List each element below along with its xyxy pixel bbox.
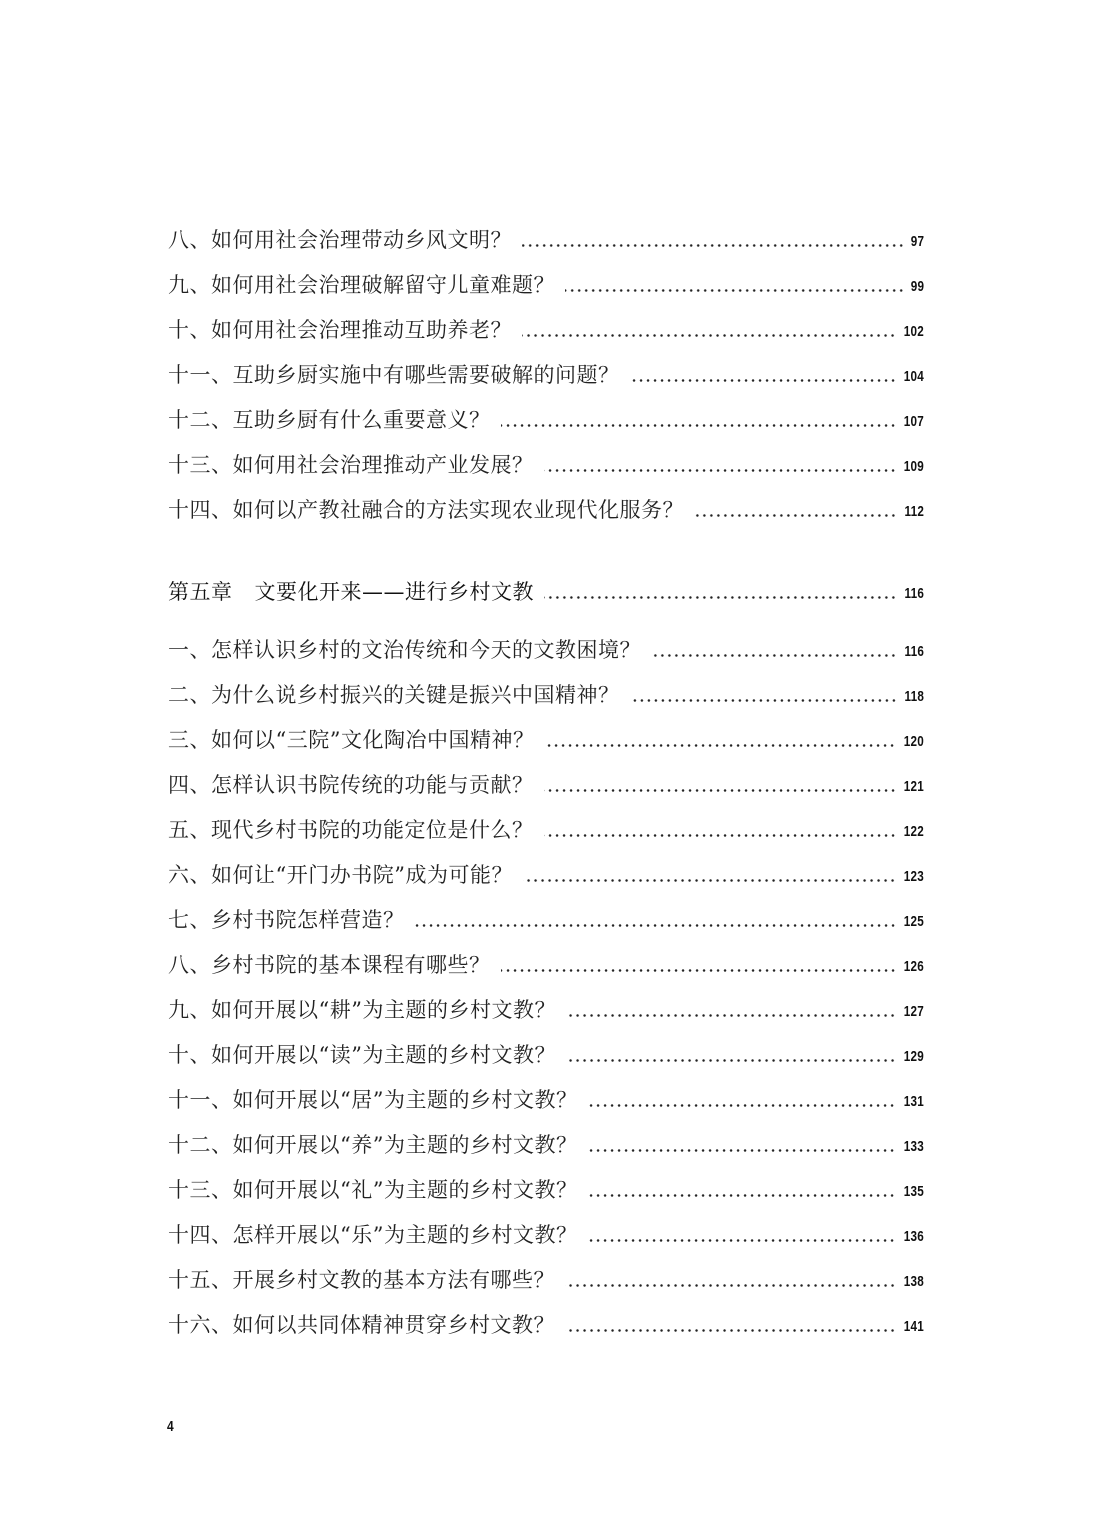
chapter-name: 文要化开来——进行乡村文教 (254, 580, 534, 604)
dot-leader (587, 1104, 896, 1107)
toc-entry[interactable] (168, 1169, 924, 1203)
dot-leader (415, 924, 897, 927)
dot-leader (630, 379, 897, 382)
toc-entry-page: 135 (903, 1183, 924, 1200)
page-number: 4 (167, 1418, 174, 1435)
toc-entry-page: 120 (903, 733, 924, 750)
toc-entry-title: 三、如何以“三院”文化陶冶中国精神？ (168, 728, 535, 752)
toc-entry-page: 123 (903, 868, 924, 885)
toc-entry[interactable] (168, 354, 924, 388)
toc-entry-title: 十四、怎样开展以“乐”为主题的乡村文教？ (168, 1223, 578, 1247)
dot-leader (522, 334, 896, 337)
toc-entry[interactable] (168, 1079, 924, 1113)
toc-entry[interactable] (168, 944, 924, 978)
toc-entry-title: 十五、开展乡村文教的基本方法有哪些？ (168, 1268, 555, 1292)
dot-leader (565, 289, 905, 292)
toc-entry[interactable] (168, 1034, 924, 1068)
dot-leader (587, 1149, 896, 1152)
toc-entry-title: 七、乡村书院怎样营造？ (168, 908, 405, 932)
toc-entry-title: 十二、如何开展以“养”为主题的乡村文教？ (168, 1133, 578, 1157)
toc-entry-title: 八、乡村书院的基本课程有哪些？ (168, 953, 491, 977)
toc-entry[interactable] (168, 489, 924, 523)
dot-leader (544, 469, 897, 472)
dot-leader (566, 1059, 896, 1062)
toc-chapter-heading[interactable] (168, 571, 924, 605)
toc-entry-page: 125 (903, 913, 924, 930)
toc-entry-title: 十一、互助乡厨实施中有哪些需要破解的问题？ (168, 363, 620, 387)
toc-entry-page: 131 (903, 1093, 924, 1110)
toc-entry-title: 五、现代乡村书院的功能定位是什么？ (168, 818, 534, 842)
dot-leader (694, 514, 897, 517)
toc-entry[interactable] (168, 1124, 924, 1158)
toc-entry-page: 133 (903, 1138, 924, 1155)
toc-entry-page: 107 (903, 413, 924, 430)
toc-entry-title: 二、为什么说乡村振兴的关键是振兴中国精神？ (168, 683, 620, 707)
toc-entry-title: 四、怎样认识书院传统的功能与贡献？ (168, 773, 534, 797)
toc-entry[interactable] (168, 854, 924, 888)
dot-leader (651, 654, 897, 657)
toc-entry-page: 109 (903, 458, 924, 475)
toc-entry-page: 141 (903, 1318, 924, 1335)
toc-entry-title: 九、如何开展以“耕”为主题的乡村文教？ (168, 998, 556, 1022)
toc-entry-title: 八、如何用社会治理带动乡风文明？ (168, 228, 512, 252)
chapter-number: 第五章 (168, 580, 233, 604)
dot-leader (587, 1194, 896, 1197)
dot-leader (544, 834, 897, 837)
toc-entry-title: 十一、如何开展以“居”为主题的乡村文教？ (168, 1088, 578, 1112)
dot-leader (587, 1239, 896, 1242)
toc-entry[interactable] (168, 399, 924, 433)
toc-entry[interactable] (168, 764, 924, 798)
toc-entry-page: 104 (903, 368, 924, 385)
toc-entry-title: 十六、如何以共同体精神贯穿乡村文教？ (168, 1313, 555, 1337)
toc-entry-title: 一、怎样认识乡村的文治传统和今天的文教困境？ (168, 638, 641, 662)
toc-entry-page: 136 (903, 1228, 924, 1245)
toc-entry-title: 十、如何开展以“读”为主题的乡村文教？ (168, 1043, 556, 1067)
toc-entry[interactable] (168, 1214, 924, 1248)
toc-entry-page: 121 (903, 778, 924, 795)
dot-leader (522, 244, 905, 247)
toc-entry-title: 十三、如何开展以“礼”为主题的乡村文教？ (168, 1178, 578, 1202)
dot-leader (501, 969, 897, 972)
toc-entry[interactable] (168, 264, 924, 298)
toc-entry[interactable] (168, 674, 924, 708)
toc-entry-title: 十、如何用社会治理推动互助养老？ (168, 318, 512, 342)
toc-entry-page: 118 (904, 688, 924, 705)
dot-leader (523, 879, 896, 882)
toc-entry[interactable] (168, 309, 924, 343)
toc-entry-page: 129 (903, 1048, 924, 1065)
toc-entry-page: 112 (904, 503, 924, 520)
toc-entry-page: 127 (903, 1003, 924, 1020)
chapter-page: 116 (904, 585, 924, 602)
toc-entry-page: 97 (910, 233, 924, 250)
toc-entry-page: 116 (904, 643, 924, 660)
toc-entry[interactable] (168, 219, 924, 253)
toc-entry-title: 十四、如何以产教社融合的方法实现农业现代化服务？ (168, 498, 684, 522)
dot-leader (544, 596, 897, 599)
dot-leader (544, 789, 897, 792)
toc-entry[interactable] (168, 629, 924, 663)
toc-entry-title: 十二、互助乡厨有什么重要意义？ (168, 408, 491, 432)
toc-entry[interactable] (168, 444, 924, 478)
toc-entry-title: 九、如何用社会治理破解留守儿童难题？ (168, 273, 555, 297)
dot-leader (501, 424, 897, 427)
toc-entry[interactable] (168, 1259, 924, 1293)
toc-entry-page: 99 (910, 278, 924, 295)
dot-leader (565, 1329, 896, 1332)
toc-entry[interactable] (168, 899, 924, 933)
toc-entry-page: 122 (903, 823, 924, 840)
dot-leader (544, 744, 896, 747)
dot-leader (630, 699, 897, 702)
toc-entry[interactable] (168, 809, 924, 843)
toc-entry-title: 六、如何让“开门办书院”成为可能？ (168, 863, 513, 887)
dot-leader (565, 1284, 896, 1287)
toc-entry[interactable] (168, 989, 924, 1023)
toc-entry-page: 126 (903, 958, 924, 975)
chapter-title (168, 579, 534, 605)
toc-entry-page: 138 (903, 1273, 924, 1290)
toc-entry-page: 102 (903, 323, 924, 340)
toc-entry[interactable] (168, 719, 924, 753)
toc-entry[interactable] (168, 1304, 924, 1338)
toc-entry-title: 十三、如何用社会治理推动产业发展？ (168, 453, 534, 477)
dot-leader (566, 1014, 896, 1017)
